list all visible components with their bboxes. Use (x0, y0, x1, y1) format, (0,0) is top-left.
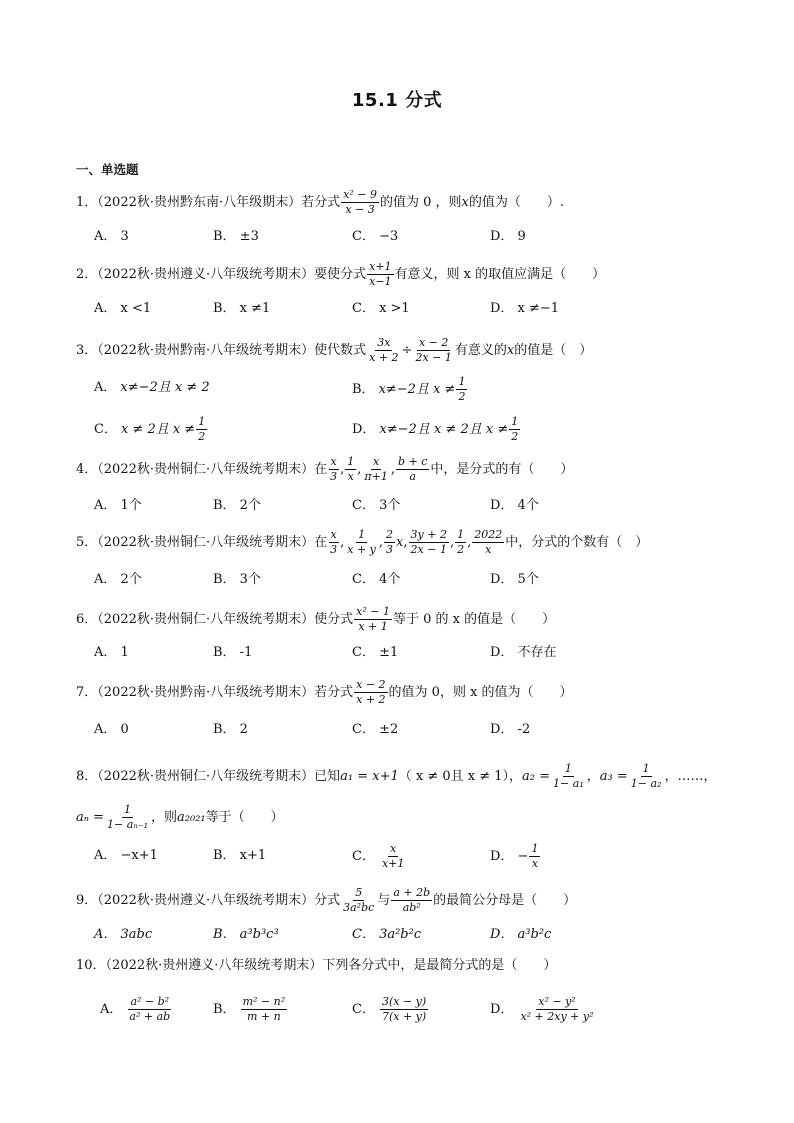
q4-option-b[interactable]: B． 2个 (213, 498, 261, 513)
q9-option-a[interactable]: A． 3abc (94, 927, 153, 942)
q9-option-c[interactable]: C． 3a²b²c (352, 927, 422, 942)
q1-option-d[interactable]: D． 9 (490, 229, 526, 244)
q1-option-a[interactable]: A． 3 (94, 229, 129, 244)
q3-option-d[interactable]: D． x≠−2且 x ≠ 2且 x ≠ $\frac{1}{2}$ (352, 415, 519, 443)
q9-stem: 9．（2022秋·贵州遵义·八年级统考期末）分式 (76, 892, 341, 908)
q5-option-a[interactable]: A． 2个 (94, 572, 142, 587)
q5-stem: 5．（2022秋·贵州铜仁·八年级统考期末）在 (76, 534, 328, 550)
q6-option-d[interactable]: D． 不存在 (490, 645, 557, 660)
question-10: 10．（2022秋·贵州遵义·八年级统考期末）下列各分式中，是最简分式的是（ ） (76, 958, 557, 973)
q2-option-d[interactable]: D． x ≠−1 (490, 301, 560, 316)
q4-stem-b: 中，是分式的有（ ） (430, 461, 574, 477)
q10-option-b[interactable]: B． $\frac{\text{m² − n²}}{m + n}$ (213, 995, 286, 1023)
q1-stem: 1．（2022秋·贵州黔东南·八年级期末）若分式 (76, 194, 341, 210)
q5-option-d[interactable]: D． 5个 (490, 572, 539, 587)
q10-option-c[interactable]: C． $\frac{3(x - y)}{7(x + y)}$ (352, 995, 427, 1023)
q7-option-d[interactable]: D． -2 (490, 722, 531, 737)
q3-operator: ÷ (401, 342, 413, 358)
q5-option-c[interactable]: C． 4个 (352, 572, 401, 587)
q6-option-b[interactable]: B． -1 (213, 645, 253, 660)
q7-option-b[interactable]: B． 2 (213, 722, 248, 737)
q4-option-d[interactable]: D． 4个 (490, 498, 539, 513)
q8-option-a[interactable]: A． −x+1 (94, 848, 158, 863)
q8-option-b[interactable]: B． x+1 (213, 848, 267, 863)
question-9: 9．（2022秋·贵州遵义·八年级统考期末）分式 $\frac{5}{\text{3a²bc}}$ 与 $\frac{a + 2b}{\text{ab²}}$ 的最简公分母是（ ） (76, 886, 577, 914)
q2-option-c[interactable]: C． x >1 (352, 301, 410, 316)
q2-fraction: $\frac{x+1}{x-1}$ (369, 260, 392, 288)
q8-option-d[interactable]: D． − $\frac{1}{x}$ (490, 842, 539, 870)
q10-option-d[interactable]: D． $\frac{\text{x² − y²}}{\text{x² + 2xy + y²}}$ (490, 995, 594, 1023)
q1-option-c[interactable]: C． −3 (352, 229, 399, 244)
q6-stem: 6．（2022秋·贵州铜仁·八年级统考期末）使分式 (76, 611, 354, 627)
section-heading: 一、单选题 (76, 162, 139, 177)
q8-option-c[interactable]: C． $\frac{x}{x+1}$ (352, 842, 405, 870)
q1-var: x (461, 194, 469, 210)
question-8-line-2: aₙ = $\frac{1}{\text{1− aₙ₋₁}}$ ，则 a₂₀₂₁ 等于（ ） (76, 803, 284, 831)
question-3 (76, 337, 592, 364)
question-5: 5．（2022秋·贵州铜仁·八年级统考期末）在 $\frac{x}{3}$ , $\frac{1}{x + y}$ , $\frac{2}{3}$ x , $\frac{3y + 2}{2x - 1}$ , $\frac{1}{2}$ , $\frac{2022}{x}$ 中，分式的个数有（ ） (76, 528, 649, 556)
q3-option-a[interactable]: A． x≠−2且 x ≠ 2 (94, 380, 210, 395)
question-8: 8．（2022秋·贵州铜仁·八年级统考期末）已知 a₁ = x+1 （ x ≠ 0且 x ≠ 1）， a₂ = $\frac{1}{\text{1− a₁}}$ ， a₃ = $\frac{1}{\text{1− a₂}}$ ，……， (76, 762, 717, 790)
q6-stem-b: 等于 0 的 x 的值是（ ） (392, 611, 556, 627)
q1-stem-b: 的值为 0 ，则 (379, 194, 462, 210)
q6-fraction: $\frac{\text{x² − 1}}{x + 1}$ (356, 605, 390, 633)
q3-stem: 3．（2022秋·贵州黔南·八年级统考期末）使代数式 (76, 342, 367, 358)
q4-stem: 4．（2022秋·贵州铜仁·八年级统考期末）在 (76, 461, 328, 477)
q3-option-c[interactable]: C． x ≠ 2且 x ≠ $\frac{1}{2}$ (94, 415, 206, 443)
question-2 (76, 261, 605, 288)
q7-option-a[interactable]: A． 0 (94, 722, 129, 737)
q3-fraction-2: $\frac{x - 2}{2x - 1}$ (415, 336, 452, 364)
question-6 (76, 606, 555, 633)
q3-stem-c: 的值是（ ） (514, 342, 593, 358)
q4-option-c[interactable]: C． 3个 (352, 498, 401, 513)
q3-stem-b: 有意义的 (454, 342, 507, 358)
q4-option-a[interactable]: A． 1个 (94, 498, 142, 513)
q3-option-b[interactable]: B． x≠−2且 x ≠ $\frac{1}{2}$ (352, 375, 466, 403)
q5-stem-b: 中，分式的个数有（ ） (505, 534, 649, 550)
q10-option-a[interactable]: A． $\frac{\text{a² − b²}}{\text{a² + ab}}$ (100, 995, 171, 1023)
q2-option-a[interactable]: A． x <1 (94, 301, 152, 316)
q5-option-b[interactable]: B． 3个 (213, 572, 261, 587)
q3-fraction-1: $\frac{3x}{x + 2}$ (369, 336, 399, 364)
q3-var: x (506, 342, 515, 358)
q1-option-b[interactable]: B． ±3 (213, 229, 259, 244)
q1-fraction: $\frac{\text{x² − 9}}{x - 3}$ (343, 188, 377, 216)
q2-stem: 2．（2022秋·贵州遵义·八年级统考期末）要使分式 (76, 266, 367, 282)
question-4: 4．（2022秋·贵州铜仁·八年级统考期末）在 $\frac{x}{3}$ , $\frac{1}{x}$ , $\frac{x}{\pi+1}$ , $\frac{b + c}{a}$ 中，是分式的有（ ） (76, 455, 574, 483)
page-title: 15.1 分式 (351, 90, 443, 111)
q7-stem-b: 的值为 0，则 x 的值为（ ） (388, 684, 573, 700)
question-7 (76, 679, 573, 706)
q2-stem-b: 有意义，则 x 的取值应满足（ ） (394, 266, 606, 282)
question-1 (76, 189, 564, 216)
q9-option-b[interactable]: B． a³b³c³ (213, 927, 279, 942)
q7-stem: 7．（2022秋·贵州黔南·八年级统考期末）若分式 (76, 684, 354, 700)
q1-stem-c: 的值为（ ）. (468, 194, 564, 210)
q8-stem: 8．（2022秋·贵州铜仁·八年级统考期末）已知 (76, 768, 341, 784)
q7-fraction: $\frac{x - 2}{x + 2}$ (356, 678, 386, 706)
q9-option-d[interactable]: D． a³b²c (490, 927, 552, 942)
q7-option-c[interactable]: C． ±2 (352, 722, 399, 737)
q6-option-a[interactable]: A． 1 (94, 645, 129, 660)
q6-option-c[interactable]: C． ±1 (352, 645, 399, 660)
q2-option-b[interactable]: B． x ≠1 (213, 301, 271, 316)
